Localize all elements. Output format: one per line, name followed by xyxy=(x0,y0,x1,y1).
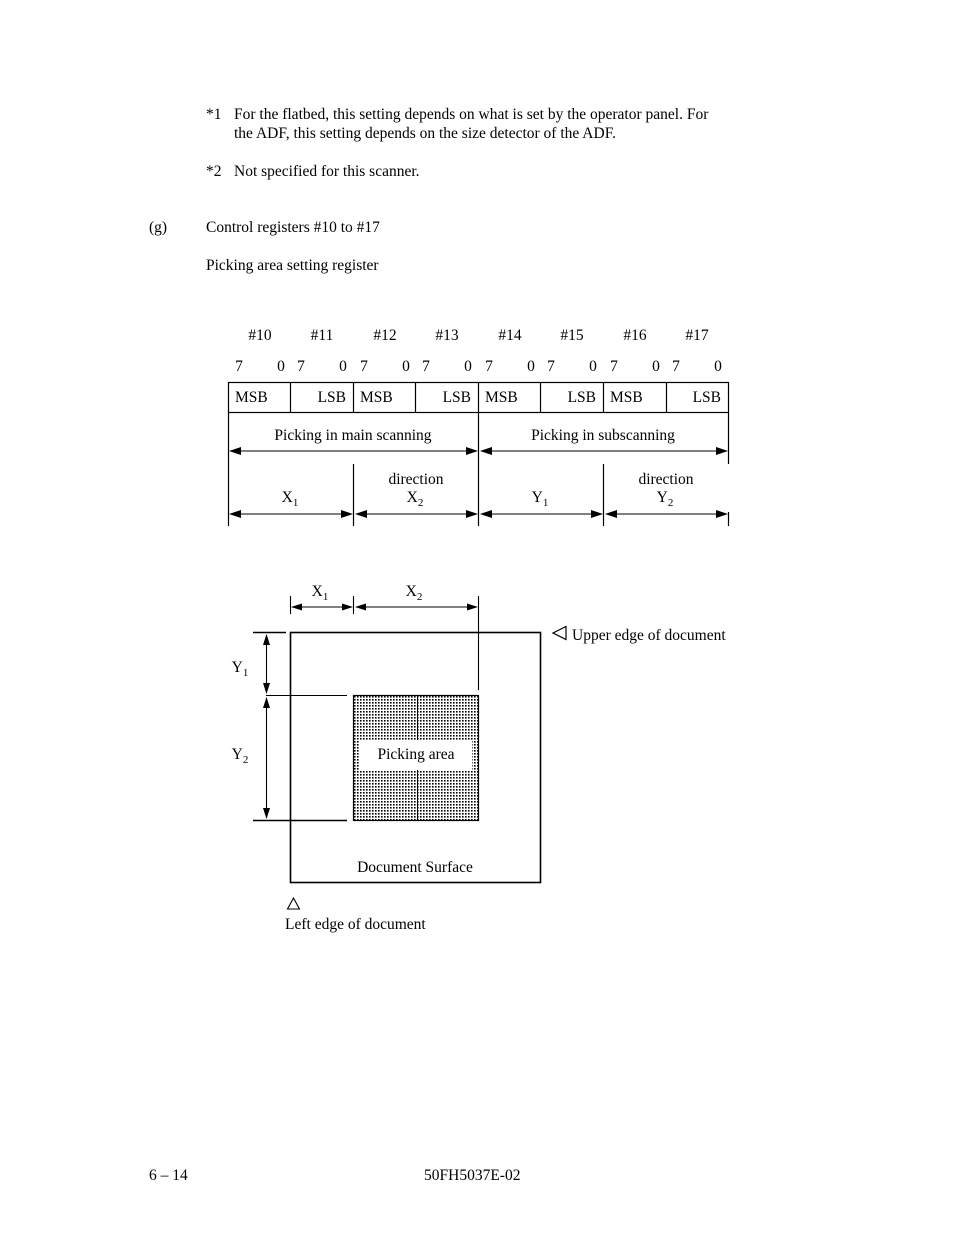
document-surface-label: Document Surface xyxy=(357,859,473,876)
bit-low: 0 xyxy=(527,358,535,375)
register-16: #16 xyxy=(623,327,647,344)
register-11: #11 xyxy=(310,327,334,344)
note-2-line-1: Not specified for this scanner. xyxy=(234,163,420,180)
upper-edge-label: Upper edge of document xyxy=(572,627,726,644)
section-label: (g) xyxy=(149,219,168,236)
bit-high: 7 xyxy=(360,358,368,375)
bit-high: 7 xyxy=(672,358,680,375)
section-title: Control registers #10 to #17 xyxy=(206,219,380,236)
y2-label: $Y_2$ xyxy=(231,746,249,766)
x2-label: $X_2$ xyxy=(405,583,423,603)
left-edge-label: Left edge of document xyxy=(285,916,426,933)
bit-low: 0 xyxy=(714,358,722,375)
lsb-label: LSB xyxy=(567,389,596,406)
register-15: #15 xyxy=(560,327,584,344)
note-1-line-2: the ADF, this setting depends on the size detector of the ADF. xyxy=(234,125,616,142)
upper-edge-marker-icon xyxy=(553,627,566,640)
register-13: #13 xyxy=(435,327,459,344)
field-y2-sub: direction xyxy=(638,471,694,488)
register-10: #10 xyxy=(248,327,272,344)
bit-high: 7 xyxy=(235,358,243,375)
bit-high: 7 xyxy=(610,358,618,375)
lsb-label: LSB xyxy=(692,389,721,406)
group-subscanning: Picking in subscanning xyxy=(531,427,675,444)
note-1-mark: *1 xyxy=(206,106,222,123)
bit-high: 7 xyxy=(547,358,555,375)
bit-low: 0 xyxy=(339,358,347,375)
bit-low: 0 xyxy=(402,358,410,375)
y1-label: $Y_1$ xyxy=(231,659,249,679)
left-edge-marker-icon xyxy=(288,898,300,909)
msb-label: MSB xyxy=(485,389,518,406)
lsb-label: LSB xyxy=(317,389,346,406)
group-main-scanning: Picking in main scanning xyxy=(274,427,432,444)
msb-label: MSB xyxy=(610,389,643,406)
note-1-line-1: For the flatbed, this setting depends on what is set by the operator panel. For xyxy=(234,106,709,123)
register-17: #17 xyxy=(685,327,709,344)
msb-label: MSB xyxy=(360,389,393,406)
bit-low: 0 xyxy=(652,358,660,375)
bit-low: 0 xyxy=(464,358,472,375)
note-2-mark: *2 xyxy=(206,163,222,180)
bit-low: 0 xyxy=(277,358,285,375)
register-12: #12 xyxy=(373,327,397,344)
picking-area-label: Picking area xyxy=(377,746,455,763)
bit-high: 7 xyxy=(422,358,430,375)
x1-label: $X_1$ xyxy=(311,583,329,603)
field-y1-label: $Y_1$ xyxy=(531,489,549,509)
msb-label: MSB xyxy=(235,389,268,406)
page-number: 6 – 14 xyxy=(149,1167,188,1184)
bit-low: 0 xyxy=(589,358,597,375)
bit-high: 7 xyxy=(485,358,493,375)
section-subtitle: Picking area setting register xyxy=(206,257,379,274)
document-id: 50FH5037E-02 xyxy=(424,1167,521,1184)
register-14: #14 xyxy=(498,327,522,344)
field-x2-sub: direction xyxy=(388,471,444,488)
bit-high: 7 xyxy=(297,358,305,375)
field-y2-label: $Y_2$ xyxy=(656,489,674,509)
lsb-label: LSB xyxy=(442,389,471,406)
field-x1-label: $X_1$ xyxy=(281,489,299,509)
field-x2-label: $X_2$ xyxy=(406,489,424,509)
